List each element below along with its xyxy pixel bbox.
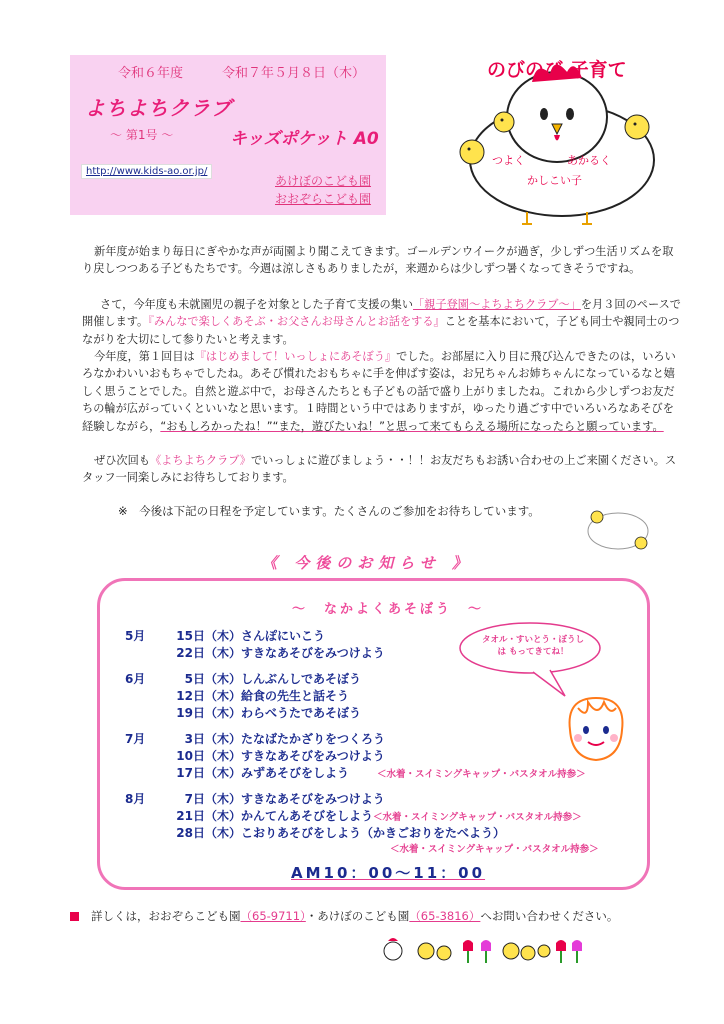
issue-number: ～ 第1号 ～ bbox=[110, 128, 174, 142]
club-name-inline: 《よちよちクラブ》 bbox=[149, 454, 251, 467]
school-name-akebono: あけぼのこども園 bbox=[275, 174, 372, 188]
schedule-day: 5日 bbox=[184, 672, 205, 686]
schedule-weekday: （木） bbox=[205, 809, 242, 823]
schedule-activity: かんてんあそびをしよう bbox=[241, 809, 374, 823]
schedule-activity: しんぶんしであそぼう bbox=[241, 672, 362, 686]
text: 今年度，第１回目は bbox=[94, 350, 195, 363]
schedule-weekday: （木） bbox=[205, 732, 242, 746]
session-time: AM10：00～11：00 bbox=[291, 864, 486, 882]
schedule-row bbox=[125, 704, 361, 721]
schedule-activity: こおりあそびをしよう（かきごおりをたべよう） bbox=[241, 826, 506, 840]
text: でいっしょに遊びましょう・・！！お友だちもお誘い合わせの上ご来園ください。スタッフ一同楽しみにお待ちしております。 bbox=[82, 454, 677, 485]
schedule-day: 10日 bbox=[176, 749, 205, 763]
schedule-row bbox=[125, 670, 361, 687]
mascot-word-smart: かしこい子 bbox=[527, 174, 582, 187]
schedule-day: 3日 bbox=[184, 732, 205, 746]
issue-date: 令和７年５月８日（木） bbox=[222, 66, 366, 81]
schedule-weekday: （木） bbox=[205, 749, 242, 763]
schedule-activity: たなばたかざりをつくろう bbox=[241, 732, 386, 746]
schedule-month: 8月 bbox=[125, 792, 146, 806]
schedule-weekday: （木） bbox=[205, 766, 242, 780]
text: でした。お部屋に入り目に飛び込んできたのは，いろいろなかわいいおもちゃでしたね。あそび慣れたおもちゃに手を伸ばす姿は，お兄ちゃんお姉ちゃんになっているなと嬉しく思うことでした。自然と遊ぶ中で，お母さんたちとも子どもの話で盛り上がりましたね。これから少しずつお友だちの輪が広がっていくといいなと思います。１時間という中ではありますが，ゆったり過ごす中でいろいろなあそびを経験しながら， bbox=[82, 350, 676, 433]
newsletter-title: よちよちクラブ bbox=[85, 96, 232, 120]
paragraph-invitation bbox=[82, 452, 682, 487]
schedule-activity: すきなあそびをみつけよう bbox=[241, 749, 385, 763]
speech-bubble bbox=[455, 618, 605, 698]
kids-pocket-label: キッズポケット A0 bbox=[230, 129, 379, 149]
schedule-row bbox=[125, 807, 582, 824]
text: 詳しくは，おおぞらこども園 bbox=[91, 909, 241, 923]
club-name-highlight: 「親子登園～よちよちクラブ～」 bbox=[413, 298, 581, 311]
schedule-weekday: （木） bbox=[205, 689, 242, 703]
schedule-weekday: （木） bbox=[205, 672, 242, 686]
schedule-day: 19日 bbox=[176, 706, 205, 720]
schedule-month: 7月 bbox=[125, 732, 146, 746]
schedule-row bbox=[390, 841, 599, 855]
bring-items-note: ＜水着・スイミングキャップ・バスタオル持参＞ bbox=[377, 769, 586, 780]
text: へお問い合わせください。 bbox=[480, 909, 619, 923]
schedule-row bbox=[125, 687, 349, 704]
schedule-day: 22日 bbox=[176, 646, 205, 660]
chicken-mascot-illustration bbox=[432, 42, 682, 232]
speech-bubble-text: タオル・すいとう・ぼうしは もってきてね！ bbox=[481, 635, 584, 657]
schedule-activity: さんぽにいこう bbox=[241, 629, 326, 643]
text: ・あけぼのこども園 bbox=[305, 909, 410, 923]
schedule-row bbox=[125, 644, 385, 661]
fiscal-year: 令和６年度 bbox=[118, 66, 184, 81]
schedule-weekday: （木） bbox=[205, 629, 242, 643]
contact-footer bbox=[70, 908, 618, 924]
notice-title: 《 今後のお知らせ 》 bbox=[262, 554, 473, 572]
schedule-weekday: （木） bbox=[205, 792, 242, 806]
website-link[interactable]: http://www.kids-ao.or.jp/ bbox=[81, 164, 212, 179]
schedule-weekday: （木） bbox=[205, 646, 242, 660]
schedule-day: 12日 bbox=[176, 689, 205, 703]
egg-chick-decoration bbox=[585, 503, 655, 553]
schedule-row bbox=[125, 730, 385, 747]
text: を月３回のペースで開催します。 bbox=[82, 298, 681, 329]
schedule-note: ※ 今後は下記の日程を予定しています。たくさんのご参加をお待ちしています。 bbox=[118, 504, 540, 518]
schedule-activity: みずあそびをしよう bbox=[241, 766, 350, 780]
schedule-day: 17日 bbox=[176, 766, 205, 780]
schedule-row bbox=[125, 790, 385, 807]
paragraph-intro bbox=[82, 243, 682, 278]
chicks-and-tulips-decoration bbox=[378, 935, 588, 965]
mascot-slogan: のびのび 子育て bbox=[487, 59, 627, 81]
mascot-word-strong: つよく bbox=[492, 154, 525, 167]
schedule-day: 7日 bbox=[184, 792, 205, 806]
schedule-activity: すきなあそびをみつけよう bbox=[241, 792, 385, 806]
paragraph-first-session bbox=[82, 348, 682, 435]
session-theme-highlight: 『はじめまして！いっしょにあそぼう』 bbox=[194, 350, 397, 363]
bring-items-note: ＜水着・スイミングキャップ・バスタオル持参＞ bbox=[390, 844, 599, 855]
club-purpose-highlight: 『みんなで楽しくあそぶ・お父さんお母さんとお話をする』 bbox=[148, 315, 445, 329]
text: さて，今年度も未就園児の親子を対象とした子育て支援の集い bbox=[100, 298, 414, 311]
schedule-activity: すきなあそびをみつけよう bbox=[241, 646, 385, 660]
schedule-day: 28日 bbox=[176, 826, 205, 840]
schedule-day: 15日 bbox=[176, 629, 205, 643]
schedule-month: 5月 bbox=[125, 629, 146, 643]
text: ぜひ次回も bbox=[94, 454, 150, 467]
red-square-bullet-icon bbox=[70, 912, 79, 921]
paragraph-club-overview bbox=[82, 296, 682, 348]
schedule-row bbox=[125, 824, 505, 841]
wish-quote: “おもしろかったね！”“また，遊びたいね！”と思って来てもらえる場所になったらと願っています。 bbox=[160, 419, 664, 433]
schedule-weekday: （木） bbox=[205, 706, 242, 720]
child-face-illustration bbox=[558, 690, 634, 766]
phone-oozora[interactable]: （65-9711） bbox=[240, 909, 306, 923]
schedule-day: 21日 bbox=[176, 809, 205, 823]
schedule-title: ～ なかよくあそぼう ～ bbox=[292, 602, 485, 617]
schedule-activity: わらべうたであそぼう bbox=[241, 706, 362, 720]
school-name-oozora: おおぞらこども園 bbox=[275, 192, 372, 206]
paragraph-intro-text: 新年度が始まり毎日にぎやかな声が両園より聞こえてきます。ゴールデンウイークが過ぎ，少しずつ生活リズムを取り戻しつつある子どもたちです。今週は涼しさもありましたが，来週からは少しずつ暑くなってきそうですね。 bbox=[82, 245, 674, 276]
schedule-weekday: （木） bbox=[205, 826, 242, 840]
text: ことを基本において，子ども同士や親同士のつながりを大切にして参りたいと考えます。 bbox=[82, 315, 680, 346]
schedule-row bbox=[125, 747, 385, 764]
bring-items-note: ＜水着・スイミングキャップ・バスタオル持参＞ bbox=[373, 812, 582, 823]
schedule-activity: 給食の先生と話そう bbox=[241, 689, 350, 703]
schedule-row bbox=[125, 764, 586, 781]
schedule-row bbox=[125, 627, 325, 644]
phone-akebono[interactable]: （65-3816） bbox=[409, 909, 481, 923]
mascot-word-bright: あかるく bbox=[567, 154, 611, 167]
schedule-month: 6月 bbox=[125, 672, 146, 686]
